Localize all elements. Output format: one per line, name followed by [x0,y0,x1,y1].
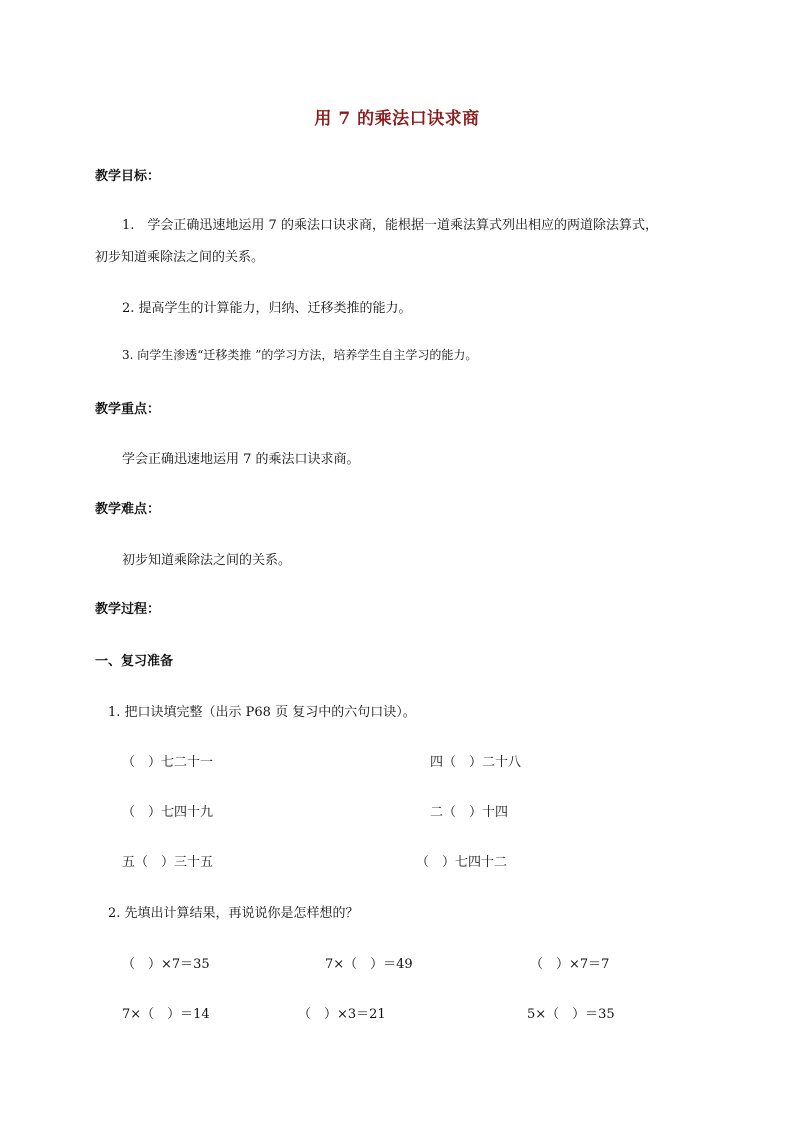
objective-1-line-1: 1. 学会正确迅速地运用 7 的乘法口诀求商，能根据一道乘法算式列出相应的两道除法算式， [122,218,658,233]
q1-item: 四（ ）二十八 [430,755,522,770]
q1-item: （ ）七四十二 [416,855,508,870]
q2-item: 7×（ ）＝49 [325,957,413,972]
objective-2: 2. 提高学生的计算能力，归纳、迁移类推的能力。 [122,301,412,316]
section-review-heading: 一、复习准备 [95,654,174,669]
q1-item: 二（ ）十四 [430,805,509,820]
q2-item: （ ）×7＝7 [530,957,610,972]
objective-3: 3. 向学生渗透“迁移类推 ”的学习方法，培养学生自主学习的能力。 [122,348,478,362]
q1-item: 五（ ）三十五 [122,855,214,870]
difficulty-text: 初步知道乘除法之间的关系。 [122,553,292,568]
q2-item: （ ）×7＝35 [122,957,210,972]
key-point-heading: 教学重点： [95,402,161,417]
objectives-heading: 教学目标： [95,169,161,184]
difficulty-heading: 教学难点： [95,502,161,517]
q1-item: （ ）七二十一 [122,755,214,770]
document-title: 用 7 的乘法口诀求商 [314,109,480,129]
q2-item: （ ）×3＝21 [298,1007,386,1022]
process-heading: 教学过程： [95,602,161,617]
q2-item: 7×（ ）＝14 [122,1007,210,1022]
q1-item: （ ）七四十九 [122,805,214,820]
q2-item: 5×（ ）＝35 [527,1007,615,1022]
key-point-text: 学会正确迅速地运用 7 的乘法口诀求商。 [122,452,360,467]
question-1: 1. 把口诀填完整（出示 P68 页 复习中的六句口诀）。 [108,705,416,720]
objective-1-line-2: 初步知道乘除法之间的关系。 [95,250,265,265]
question-2: 2. 先填出计算结果，再说说你是怎样想的？ [108,906,359,921]
